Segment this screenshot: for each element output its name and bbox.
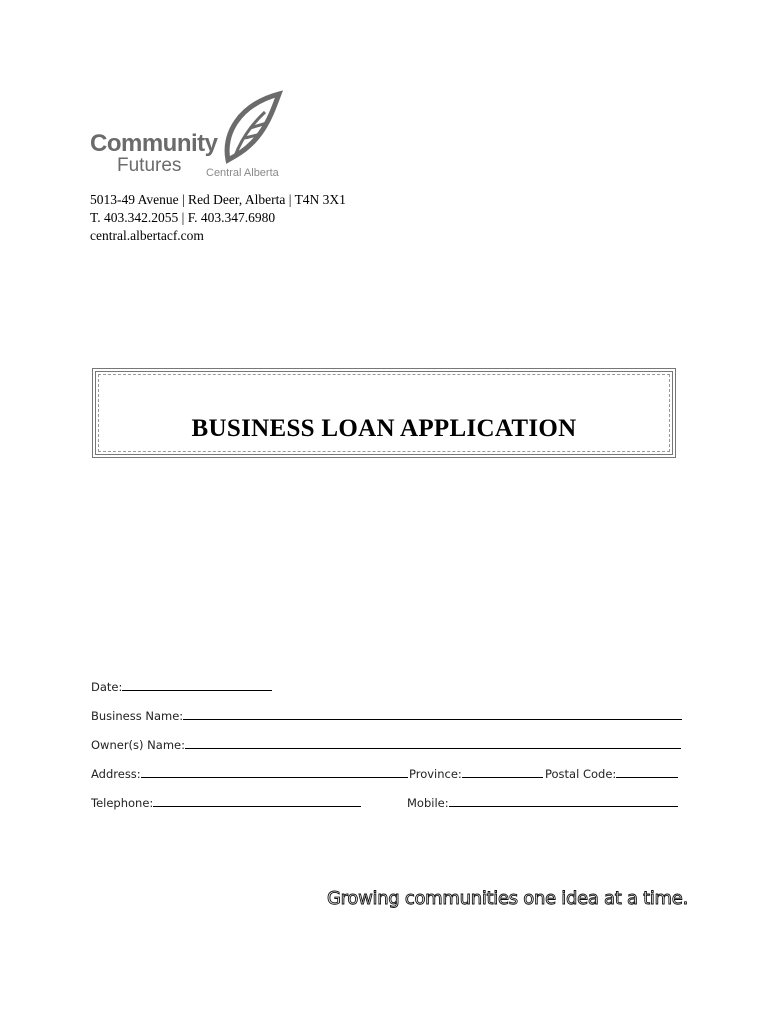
province-field[interactable] [462, 765, 543, 778]
owners-name-row [91, 736, 681, 752]
document-title: BUSINESS LOAN APPLICATION [191, 415, 577, 442]
address-row [91, 765, 408, 781]
owners-name-field[interactable] [185, 736, 681, 749]
business-name-label: Business Name: [91, 709, 184, 723]
title-frame [92, 368, 676, 458]
community-futures-logo [88, 90, 308, 185]
date-row [91, 678, 272, 694]
business-name-field[interactable] [183, 707, 682, 720]
owners-name-label: Owner(s) Name: [91, 738, 185, 752]
telephone-label: Telephone: [91, 796, 154, 810]
mobile-label: Mobile: [407, 796, 449, 810]
address-field[interactable] [141, 765, 408, 778]
postal-code-row [545, 765, 678, 781]
telephone-field[interactable] [153, 794, 361, 807]
business-name-row [91, 707, 682, 723]
postal-code-label: Postal Code: [545, 767, 617, 781]
province-row [409, 765, 543, 781]
leaf-icon [223, 90, 283, 165]
contact-block [90, 191, 346, 245]
phone-fax: T. 403.342.2055 | F. 403.347.6980 [90, 210, 276, 225]
mobile-field[interactable] [449, 794, 678, 807]
mobile-row [407, 794, 678, 810]
tagline: Growing communities one idea at a time. [327, 888, 688, 909]
date-label: Date: [91, 680, 123, 694]
logo-text-community: Community [90, 130, 218, 157]
postal-code-field[interactable] [616, 765, 678, 778]
address-label: Address: [91, 767, 141, 781]
date-field[interactable] [122, 678, 272, 691]
logo-text-futures: Futures [117, 155, 182, 176]
website: central.albertacf.com [90, 228, 204, 243]
street-address: 5013-49 Avenue | Red Deer, Alberta | T4N 3X1 [90, 192, 346, 207]
logo-text-region: Central Alberta [206, 167, 279, 179]
telephone-row [91, 794, 361, 810]
province-label: Province: [409, 767, 462, 781]
